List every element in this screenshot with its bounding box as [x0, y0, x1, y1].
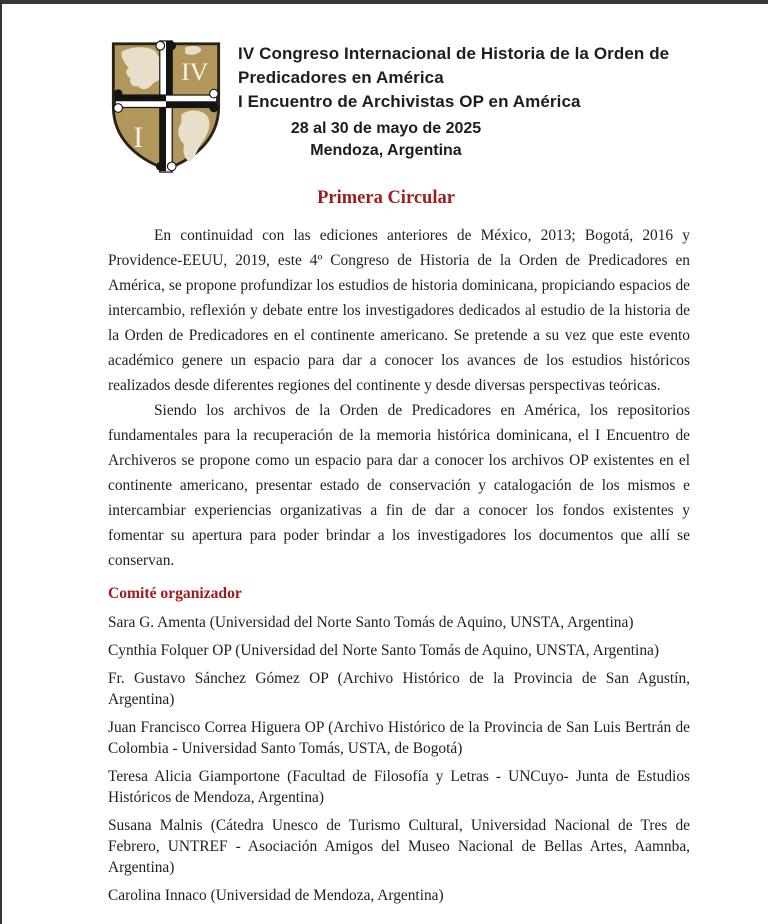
dominican-cross-shield-icon — [108, 40, 224, 174]
event-dates: 28 al 30 de mayo de 2025 — [290, 120, 482, 137]
title-line-3: I Encuentro de Archivistas OP en América — [238, 92, 581, 111]
committee-member: Cynthia Folquer OP (Universidad del Norte Santo Tomás de Aquino, UNSTA, Argentina) — [108, 642, 659, 659]
committee-member: Sara G. Amenta (Universidad del Norte Santo Tomás de Aquino, UNSTA, Argentina) — [108, 614, 634, 631]
document-content — [2, 0, 768, 924]
committee-member: Teresa Alicia Giamportone (Facultad de Filosofía y Letras - UNCuyo- Junta de Estudios Históricos de Mendoza, Argentina) — [108, 768, 690, 806]
committee-member: Carolina Innaco (Universidad de Mendoza, Argentina) — [108, 887, 444, 904]
committee-member: Fr. Gustavo Sánchez Gómez OP (Archivo Histórico de la Provincia de San Agustín, Argentina) — [108, 670, 690, 708]
committee-member-list — [108, 612, 690, 906]
body-text — [108, 223, 690, 573]
logo-numeral-i: I — [133, 122, 144, 155]
committee-heading: Comité organizador — [108, 585, 242, 602]
paragraph-1: En continuidad con las ediciones anteriores de México, 2013; Bogotá, 2016 y Providence-EEUU, 2019, este 4º Congreso de Historia de la Orden de Predicadores en América, se propone profundizar los estudios de historia dominicana, propiciando espacios de intercambio, reflexión y debate entre los investigadores dedicados al estudio de la historia de la Orden de Predicadores en el continente americano. Se pretende a su vez que este evento académico genere un espacio para dar a conocer los avances de los estudios históricos realizados desde diferentes regiones del continente y desde diversas perspectivas teóricas. — [108, 227, 690, 394]
section-heading-primera-circular: Primera Circular — [317, 188, 455, 208]
title-line-1: IV Congreso Internacional de Historia de la Orden de — [238, 44, 670, 63]
paragraph-2: Siendo los archivos de la Orden de Predicadores en América, los repositorios fundamentales para la recuperación de la memoria histórica dominicana, el I Encuentro de Archiveros se propone como un espacio para dar a conocer los archivos OP existentes en el continente americano, presentar estado de conservación y catalogación de los mismos e intercambiar experiencias organizativas a fin de dar a conocer los fondos existentes y fomentar su apertura para poder brindar a los investigadores los documentos que allí se conservan. — [108, 402, 690, 569]
window-left-edge — [0, 0, 2, 924]
window-top-edge — [0, 0, 768, 4]
committee-member: Juan Francisco Correa Higuera OP (Archivo Histórico de la Provincia de San Luis Bertrán de Colombia - Universidad Santo Tomás, USTA, de Bogotá) — [108, 719, 690, 757]
committee-member: Susana Malnis (Cátedra Unesco de Turismo Cultural, Universidad Nacional de Tres de Febrero, UNTREF - Asociación Amigos del Museo Nacional de Bellas Artes, Aamnba, Argentina) — [108, 817, 690, 876]
title-line-2: Predicadores en América — [238, 68, 444, 87]
congress-title — [238, 42, 669, 114]
event-location: Mendoza, Argentina — [310, 142, 462, 159]
logo-numeral-iv: IV — [181, 57, 209, 87]
